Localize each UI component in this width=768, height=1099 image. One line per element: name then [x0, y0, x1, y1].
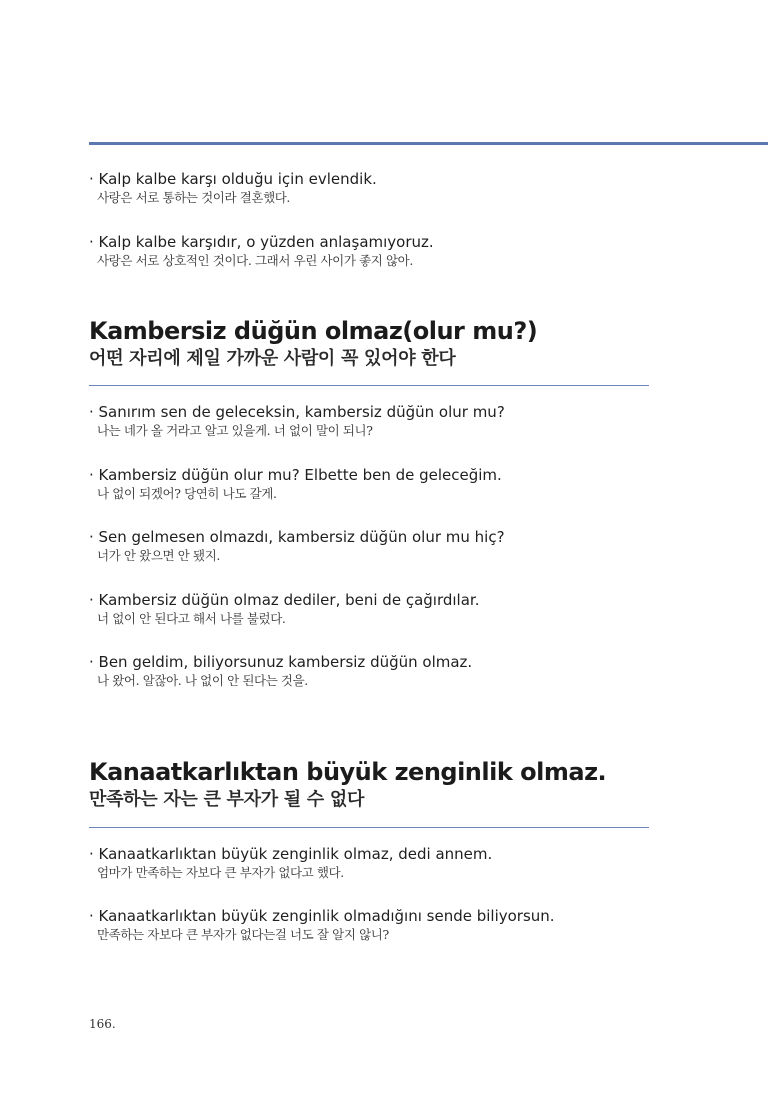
- example-turkish: · Sen gelmesen olmazdı, kambersiz düğün olur mu hiç?: [89, 528, 505, 546]
- example-item: [89, 591, 689, 627]
- example-item: [89, 233, 689, 269]
- example-item: [89, 907, 689, 943]
- section-title: Kanaatkarlıktan büyük zenginlik olmaz.: [89, 758, 607, 786]
- example-item: [89, 170, 689, 206]
- section-rule: [89, 827, 649, 828]
- example-item: [89, 528, 689, 564]
- section-title: Kambersiz düğün olmaz(olur mu?): [89, 317, 538, 345]
- section-subtitle: 만족하는 자는 큰 부자가 될 수 없다: [89, 789, 365, 810]
- example-korean: 너 없이 안 된다고 해서 나를 불렀다.: [97, 611, 286, 626]
- example-turkish: · Kambersiz düğün olmaz dediler, beni de çağırdılar.: [89, 591, 480, 609]
- example-korean: 사랑은 서로 상호적인 것이다. 그래서 우린 사이가 좋지 않아.: [97, 253, 413, 268]
- example-item: [89, 653, 689, 689]
- example-korean: 나 없이 되겠어? 당연히 나도 갈게.: [97, 486, 277, 501]
- example-korean: 만족하는 자보다 큰 부자가 없다는걸 너도 잘 알지 않니?: [97, 927, 389, 942]
- page-number: 166.: [89, 1017, 116, 1031]
- example-korean: 너가 안 왔으면 안 됐지.: [97, 548, 220, 563]
- example-korean: 사랑은 서로 통하는 것이라 결혼했다.: [97, 190, 290, 205]
- example-item: [89, 403, 689, 439]
- section-rule: [89, 385, 649, 386]
- example-turkish: · Ben geldim, biliyorsunuz kambersiz düğün olmaz.: [89, 653, 473, 671]
- example-turkish: · Sanırım sen de geleceksin, kambersiz düğün olur mu?: [89, 403, 505, 421]
- example-korean: 엄마가 만족하는 자보다 큰 부자가 없다고 했다.: [97, 865, 344, 880]
- example-turkish: · Kalp kalbe karşıdır, o yüzden anlaşamıyoruz.: [89, 233, 434, 251]
- example-turkish: · Kanaatkarlıktan büyük zenginlik olmaz, dedi annem.: [89, 845, 493, 863]
- example-korean: 나는 네가 올 거라고 알고 있을게. 너 없이 말이 되니?: [97, 423, 373, 438]
- top-rule: [89, 142, 768, 145]
- example-korean: 나 왔어. 알잖아. 나 없이 안 된다는 것을.: [97, 673, 308, 688]
- example-turkish: · Kanaatkarlıktan büyük zenginlik olmadığını sende biliyorsun.: [89, 907, 555, 925]
- example-item: [89, 845, 689, 881]
- section-subtitle: 어떤 자리에 제일 가까운 사람이 꼭 있어야 한다: [89, 348, 456, 369]
- example-item: [89, 466, 689, 502]
- example-turkish: · Kalp kalbe karşı olduğu için evlendik.: [89, 170, 377, 188]
- example-turkish: · Kambersiz düğün olur mu? Elbette ben de geleceğim.: [89, 466, 502, 484]
